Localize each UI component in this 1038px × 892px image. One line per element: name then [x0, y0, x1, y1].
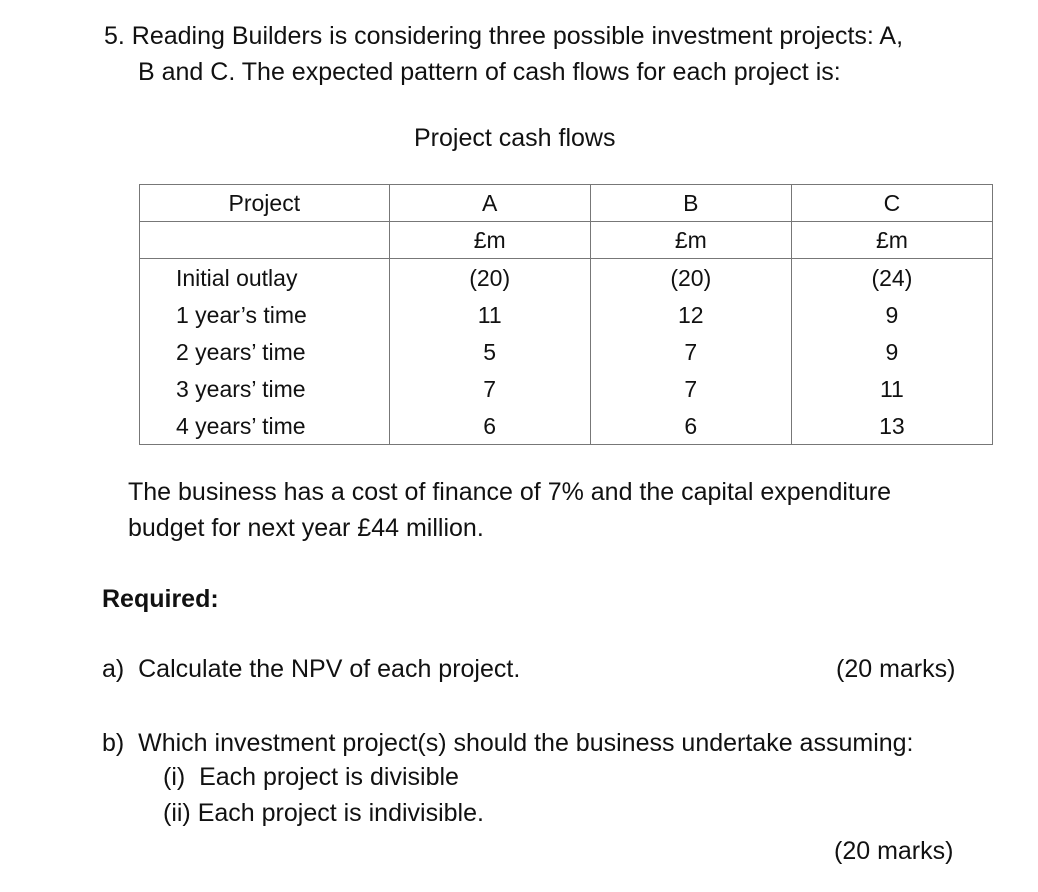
question-intro-line2: B and C. The expected pattern of cash flows for each project is: — [138, 58, 841, 86]
finance-line1: The business has a cost of finance of 7% and the capital expenditure — [128, 478, 891, 506]
units-c: £m — [791, 222, 992, 259]
cell-a: (20) — [389, 259, 590, 297]
cell-b: 12 — [590, 296, 791, 333]
finance-line2: budget for next year £44 million. — [128, 514, 484, 542]
units-blank — [140, 222, 390, 259]
cell-c: 13 — [791, 407, 992, 445]
table-title: Project cash flows — [414, 124, 616, 152]
table-row — [140, 333, 993, 370]
part-b-marks: (20 marks) — [834, 837, 954, 865]
row-label: Initial outlay — [140, 259, 390, 297]
cell-b: 6 — [590, 407, 791, 445]
cell-a: 6 — [389, 407, 590, 445]
row-label: 4 years’ time — [140, 407, 390, 445]
cell-a: 11 — [389, 296, 590, 333]
cell-c: 11 — [791, 370, 992, 407]
part-b: b) Which investment project(s) should the business undertake assuming: — [102, 729, 914, 757]
cell-b: 7 — [590, 370, 791, 407]
header-a: A — [389, 185, 590, 222]
table-row — [140, 407, 993, 445]
header-b: B — [590, 185, 791, 222]
cell-a: 7 — [389, 370, 590, 407]
row-label: 1 year’s time — [140, 296, 390, 333]
part-b-i: (i) Each project is divisible — [163, 763, 459, 791]
table-row — [140, 370, 993, 407]
row-label: 2 years’ time — [140, 333, 390, 370]
row-label: 3 years’ time — [140, 370, 390, 407]
cell-a: 5 — [389, 333, 590, 370]
part-b-ii: (ii) Each project is indivisible. — [163, 799, 484, 827]
header-c: C — [791, 185, 992, 222]
part-a: a) Calculate the NPV of each project. — [102, 655, 521, 683]
table-header-row — [140, 185, 993, 222]
header-project: Project — [140, 185, 390, 222]
part-a-marks: (20 marks) — [836, 655, 956, 683]
table-row — [140, 296, 993, 333]
table-units-row — [140, 222, 993, 259]
table-row — [140, 259, 993, 297]
question-intro-line1: 5. Reading Builders is considering three possible investment projects: A, — [104, 22, 904, 50]
cell-c: (24) — [791, 259, 992, 297]
units-b: £m — [590, 222, 791, 259]
cell-b: 7 — [590, 333, 791, 370]
cash-flow-table — [139, 184, 993, 445]
cell-b: (20) — [590, 259, 791, 297]
required-heading: Required: — [102, 585, 219, 613]
units-a: £m — [389, 222, 590, 259]
cell-c: 9 — [791, 296, 992, 333]
cell-c: 9 — [791, 333, 992, 370]
